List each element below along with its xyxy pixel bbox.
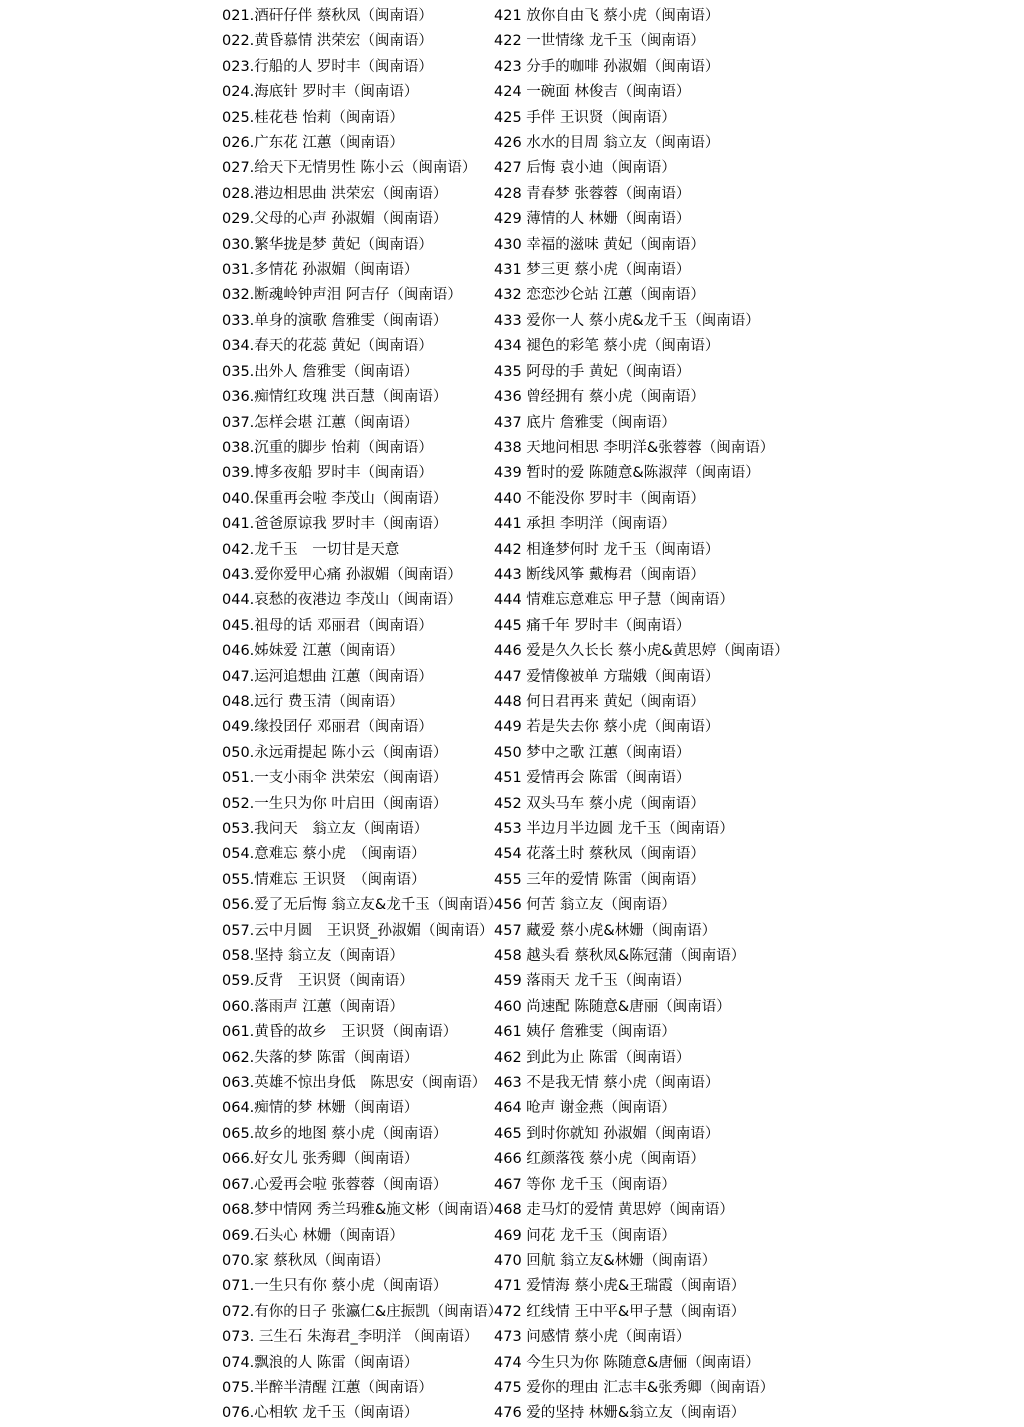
list-item: 047.运河追想曲 江蕙（闽南语） <box>222 668 433 685</box>
list-item: 037.怎样会堪 江蕙（闽南语） <box>222 414 419 431</box>
list-item: 470 回航 翁立友&林姗（闽南语） <box>494 1252 717 1269</box>
list-item: 066.好女儿 张秀卿（闽南语） <box>222 1151 419 1168</box>
list-item: 439 暂时的爱 陈随意&陈淑萍（闽南语） <box>494 465 760 482</box>
list-item: 430 幸福的滋味 黄妃（闽南语） <box>494 236 705 253</box>
list-item: 426 水水的目周 翁立友（闽南语） <box>494 135 720 152</box>
list-item: 026.广东花 江蕙（闽南语） <box>222 135 404 152</box>
list-item: 022.黄昏慕情 洪荣宏（闽南语） <box>222 33 433 50</box>
list-item: 055.情难忘 王识贤 （闽南语） <box>222 871 426 888</box>
list-item: 031.多情花 孙淑媚（闽南语） <box>222 262 419 279</box>
list-item: 027.给天下无情男性 陈小云（闽南语） <box>222 160 477 177</box>
list-item: 054.意难忘 蔡小虎 （闽南语） <box>222 846 426 863</box>
list-item: 060.落雨声 江蕙（闽南语） <box>222 998 404 1015</box>
list-item: 065.故乡的地图 蔡小虎（闽南语） <box>222 1125 448 1142</box>
list-item: 425 手伴 王识贤（闽南语） <box>494 109 676 126</box>
list-item: 451 爱情再会 陈雷（闽南语） <box>494 770 691 787</box>
list-item: 033.单身的演歌 詹雅雯（闽南语） <box>222 312 448 329</box>
list-item: 432 恋恋沙仑站 江蕙（闽南语） <box>494 287 705 304</box>
list-item: 039.博多夜船 罗时丰（闽南语） <box>222 465 433 482</box>
list-item: 421 放你自由飞 蔡小虎（闽南语） <box>494 8 720 24</box>
list-item: 466 红颜落筏 蔡小虎（闽南语） <box>494 1151 705 1168</box>
list-item: 473 问感情 蔡小虎（闽南语） <box>494 1329 691 1346</box>
left-column <box>0 4 503 1427</box>
list-item: 475 爱你的理由 汇志丰&张秀卿（闽南语） <box>494 1379 775 1396</box>
list-item: 035.出外人 詹雅雯（闽南语） <box>222 363 419 380</box>
list-item: 070.家 蔡秋凤（闽南语） <box>222 1252 390 1269</box>
list-item: 028.港边相思曲 洪荣宏（闽南语） <box>222 185 448 202</box>
list-item: 467 等你 龙千玉（闽南语） <box>494 1176 676 1193</box>
list-item: 431 梦三更 蔡小虎（闽南语） <box>494 262 691 279</box>
list-item: 443 断线风筝 戴梅君（闽南语） <box>494 566 705 583</box>
list-item: 464 呛声 谢金燕（闽南语） <box>494 1100 676 1117</box>
list-item: 073. 三生石 朱海君_李明洋 （闽南语） <box>222 1329 479 1346</box>
list-item: 058.坚持 翁立友（闽南语） <box>222 948 404 965</box>
list-item: 438 天地问相思 李明洋&张蓉蓉（闽南语） <box>494 439 775 456</box>
list-item: 075.半醉半清醒 江蕙（闽南语） <box>222 1379 433 1396</box>
list-item: 057.云中月圆 王识贤_孙淑媚（闽南语） <box>222 922 494 939</box>
list-item: 427 后悔 袁小迪（闽南语） <box>494 160 676 177</box>
list-item: 474 今生只为你 陈随意&唐俪（闽南语） <box>494 1354 760 1371</box>
list-item: 064.痴情的梦 林姗（闽南语） <box>222 1100 419 1117</box>
list-item: 423 分手的咖啡 孙淑媚（闽南语） <box>494 58 720 75</box>
list-item: 469 问花 龙千玉（闽南语） <box>494 1227 676 1244</box>
list-item: 061.黄昏的故乡 王识贤（闽南语） <box>222 1024 458 1041</box>
list-item: 072.有你的日子 张瀛仁&庄振凯（闽南语） <box>222 1303 503 1320</box>
list-item: 442 相逢梦何时 龙千玉（闽南语） <box>494 541 720 558</box>
list-item: 429 薄情的人 林姗（闽南语） <box>494 211 691 228</box>
list-item: 465 到时你就知 孙淑媚（闽南语） <box>494 1125 720 1142</box>
list-item: 034.春天的花蕊 黄妃（闽南语） <box>222 338 433 355</box>
list-item: 053.我问天 翁立友（闽南语） <box>222 821 429 837</box>
right-column <box>482 4 1024 1427</box>
list-item: 059.反背 王识贤（闽南语） <box>222 973 414 990</box>
list-item: 428 青春梦 张蓉蓉（闽南语） <box>494 185 691 202</box>
list-item: 450 梦中之歌 江蕙（闽南语） <box>494 744 691 761</box>
list-item: 468 走马灯的爱情 黄思婷（闽南语） <box>494 1202 734 1219</box>
list-item: 462 到此为止 陈雷（闽南语） <box>494 1049 691 1066</box>
list-item: 455 三年的爱情 陈雷（闽南语） <box>494 871 705 888</box>
list-item: 447 爱情像被单 方瑞娥（闽南语） <box>494 668 720 685</box>
list-item: 074.飘浪的人 陈雷（闽南语） <box>222 1354 419 1371</box>
list-item: 071.一生只有你 蔡小虎（闽南语） <box>222 1278 448 1295</box>
list-item: 457 藏爱 蔡小虎&林姗（闽南语） <box>494 922 717 939</box>
list-item: 448 何日君再来 黄妃（闽南语） <box>494 693 705 710</box>
list-item: 069.石头心 林姗（闽南语） <box>222 1227 404 1244</box>
list-item: 068.梦中情网 秀兰玛雅&施文彬（闽南语） <box>222 1202 503 1219</box>
list-item: 042.龙千玉 一切甘是天意 <box>222 541 400 558</box>
list-item: 067.心爱再会啦 张蓉蓉（闽南语） <box>222 1176 448 1193</box>
list-item: 437 底片 詹雅雯（闽南语） <box>494 414 676 431</box>
list-item: 049.缘投囝仔 邓丽君（闽南语） <box>222 719 433 736</box>
list-item: 044.哀愁的夜港边 李茂山（闽南语） <box>222 592 462 609</box>
list-item: 460 尚速配 陈随意&唐丽（闽南语） <box>494 998 731 1015</box>
list-item: 045.祖母的话 邓丽君（闽南语） <box>222 617 433 634</box>
list-item: 076.心相软 龙千玉（闽南语） <box>222 1405 419 1422</box>
list-item: 025.桂花巷 怡莉（闽南语） <box>222 109 404 126</box>
list-item: 454 花落土时 蔡秋凤（闽南语） <box>494 846 705 863</box>
list-item: 434 褪色的彩笔 蔡小虎（闽南语） <box>494 338 720 355</box>
list-item: 471 爱情海 蔡小虎&王瑞霞（闽南语） <box>494 1278 746 1295</box>
list-item: 021.酒矸仔伴 蔡秋凤（闽南语） <box>222 8 433 24</box>
list-item: 052.一生只为你 叶启田（闽南语） <box>222 795 448 812</box>
list-item: 040.保重再会啦 李茂山（闽南语） <box>222 490 448 507</box>
list-item: 458 越头看 蔡秋凤&陈冠蒲（闽南语） <box>494 948 746 965</box>
list-item: 036.痴情红玫瑰 洪百慧（闽南语） <box>222 389 448 406</box>
list-item: 463 不是我无情 蔡小虎（闽南语） <box>494 1075 720 1092</box>
list-item: 038.沉重的脚步 怡莉（闽南语） <box>222 439 433 456</box>
list-item: 024.海底针 罗时丰（闽南语） <box>222 84 419 101</box>
list-item: 023.行船的人 罗时丰（闽南语） <box>222 58 433 75</box>
list-item: 436 曾经拥有 蔡小虎（闽南语） <box>494 389 705 406</box>
list-item: 030.繁华拢是梦 黄妃（闽南语） <box>222 236 433 253</box>
list-item: 041.爸爸原谅我 罗时丰（闽南语） <box>222 516 448 533</box>
list-item: 424 一碗面 林俊吉（闽南语） <box>494 84 691 101</box>
list-item: 433 爱你一人 蔡小虎&龙千玉（闽南语） <box>494 312 760 329</box>
list-item: 441 承担 李明洋（闽南语） <box>494 516 676 533</box>
list-item: 050.永远甭提起 陈小云（闽南语） <box>222 744 448 761</box>
list-item: 062.失落的梦 陈雷（闽南语） <box>222 1049 419 1066</box>
list-item: 453 半边月半边圆 龙千玉（闽南语） <box>494 821 734 837</box>
list-item: 476 爱的坚持 林姗&翁立友（闽南语） <box>494 1405 746 1422</box>
list-item: 063.英雄不惊出身低 陈思安（闽南语） <box>222 1075 487 1092</box>
list-item: 046.姊妹爱 江蕙（闽南语） <box>222 643 404 660</box>
two-column-layout <box>0 4 1024 1427</box>
list-item: 032.断魂岭钟声泪 阿吉仔（闽南语） <box>222 287 462 304</box>
list-item: 048.远行 费玉清（闽南语） <box>222 693 404 710</box>
list-item: 472 红线情 王中平&甲子慧（闽南语） <box>494 1303 746 1320</box>
list-item: 043.爱你爱甲心痛 孙淑媚（闽南语） <box>222 566 462 583</box>
list-item: 056.爱了无后悔 翁立友&龙千玉（闽南语） <box>222 897 503 914</box>
list-item: 452 双头马车 蔡小虎（闽南语） <box>494 795 705 812</box>
list-item: 449 若是失去你 蔡小虎（闽南语） <box>494 719 720 736</box>
list-item: 461 姨仔 詹雅雯（闽南语） <box>494 1024 676 1041</box>
list-item: 444 情难忘意难忘 甲子慧（闽南语） <box>494 592 734 609</box>
list-item: 422 一世情缘 龙千玉（闽南语） <box>494 33 705 50</box>
list-item: 440 不能没你 罗时丰（闽南语） <box>494 490 705 507</box>
list-item: 445 痛千年 罗时丰（闽南语） <box>494 617 691 634</box>
list-item: 051.一支小雨伞 洪荣宏（闽南语） <box>222 770 448 787</box>
list-item: 435 阿母的手 黄妃（闽南语） <box>494 363 691 380</box>
list-item: 029.父母的心声 孙淑媚（闽南语） <box>222 211 448 228</box>
list-item: 459 落雨天 龙千玉（闽南语） <box>494 973 691 990</box>
list-item: 446 爱是久久长长 蔡小虎&黄思婷（闽南语） <box>494 643 789 660</box>
list-item: 456 何苦 翁立友（闽南语） <box>494 897 676 914</box>
